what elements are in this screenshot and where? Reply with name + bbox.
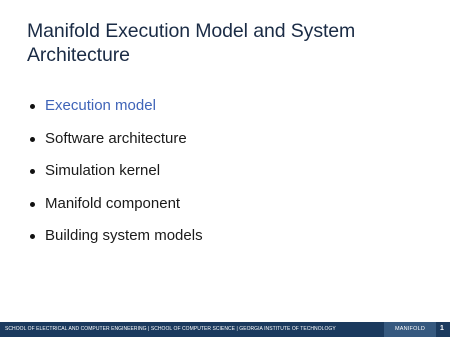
bullet-item-manifold-component <box>30 194 203 227</box>
slide-title: Manifold Execution Model and System Architecture <box>27 20 356 66</box>
top-strip <box>0 0 450 4</box>
bullet-item-execution-model <box>30 96 203 129</box>
bullet-list <box>30 96 203 259</box>
bullet-label: Building system models <box>45 227 203 244</box>
brand-label: MANIFOLD <box>394 326 426 332</box>
footer-bar <box>0 322 450 337</box>
bullet-dot-icon <box>30 234 35 239</box>
footer-brand-box <box>384 322 436 337</box>
bullet-item-software-architecture <box>30 129 203 162</box>
bullet-dot-icon <box>30 202 35 207</box>
bullet-dot-icon <box>30 104 35 109</box>
bullet-label: Software architecture <box>45 129 187 147</box>
bullet-dot-icon <box>30 169 35 174</box>
bullet-dot-icon <box>30 137 35 142</box>
bullet-label: Manifold component <box>45 194 181 212</box>
bullet-label: Execution model <box>45 97 156 114</box>
page-number: 1 <box>440 325 444 332</box>
bullet-item-building-system-models <box>30 226 203 259</box>
bullet-label: Simulation kernel <box>45 162 161 179</box>
bullet-item-simulation-kernel <box>30 161 203 194</box>
footer-institution-text: SCHOOL OF ELECTRICAL AND COMPUTER ENGINEERING | SCHOOL OF COMPUTER SCIENCE | GEORGIA INSTITUTE OF TECHNOLOGY <box>5 326 336 332</box>
